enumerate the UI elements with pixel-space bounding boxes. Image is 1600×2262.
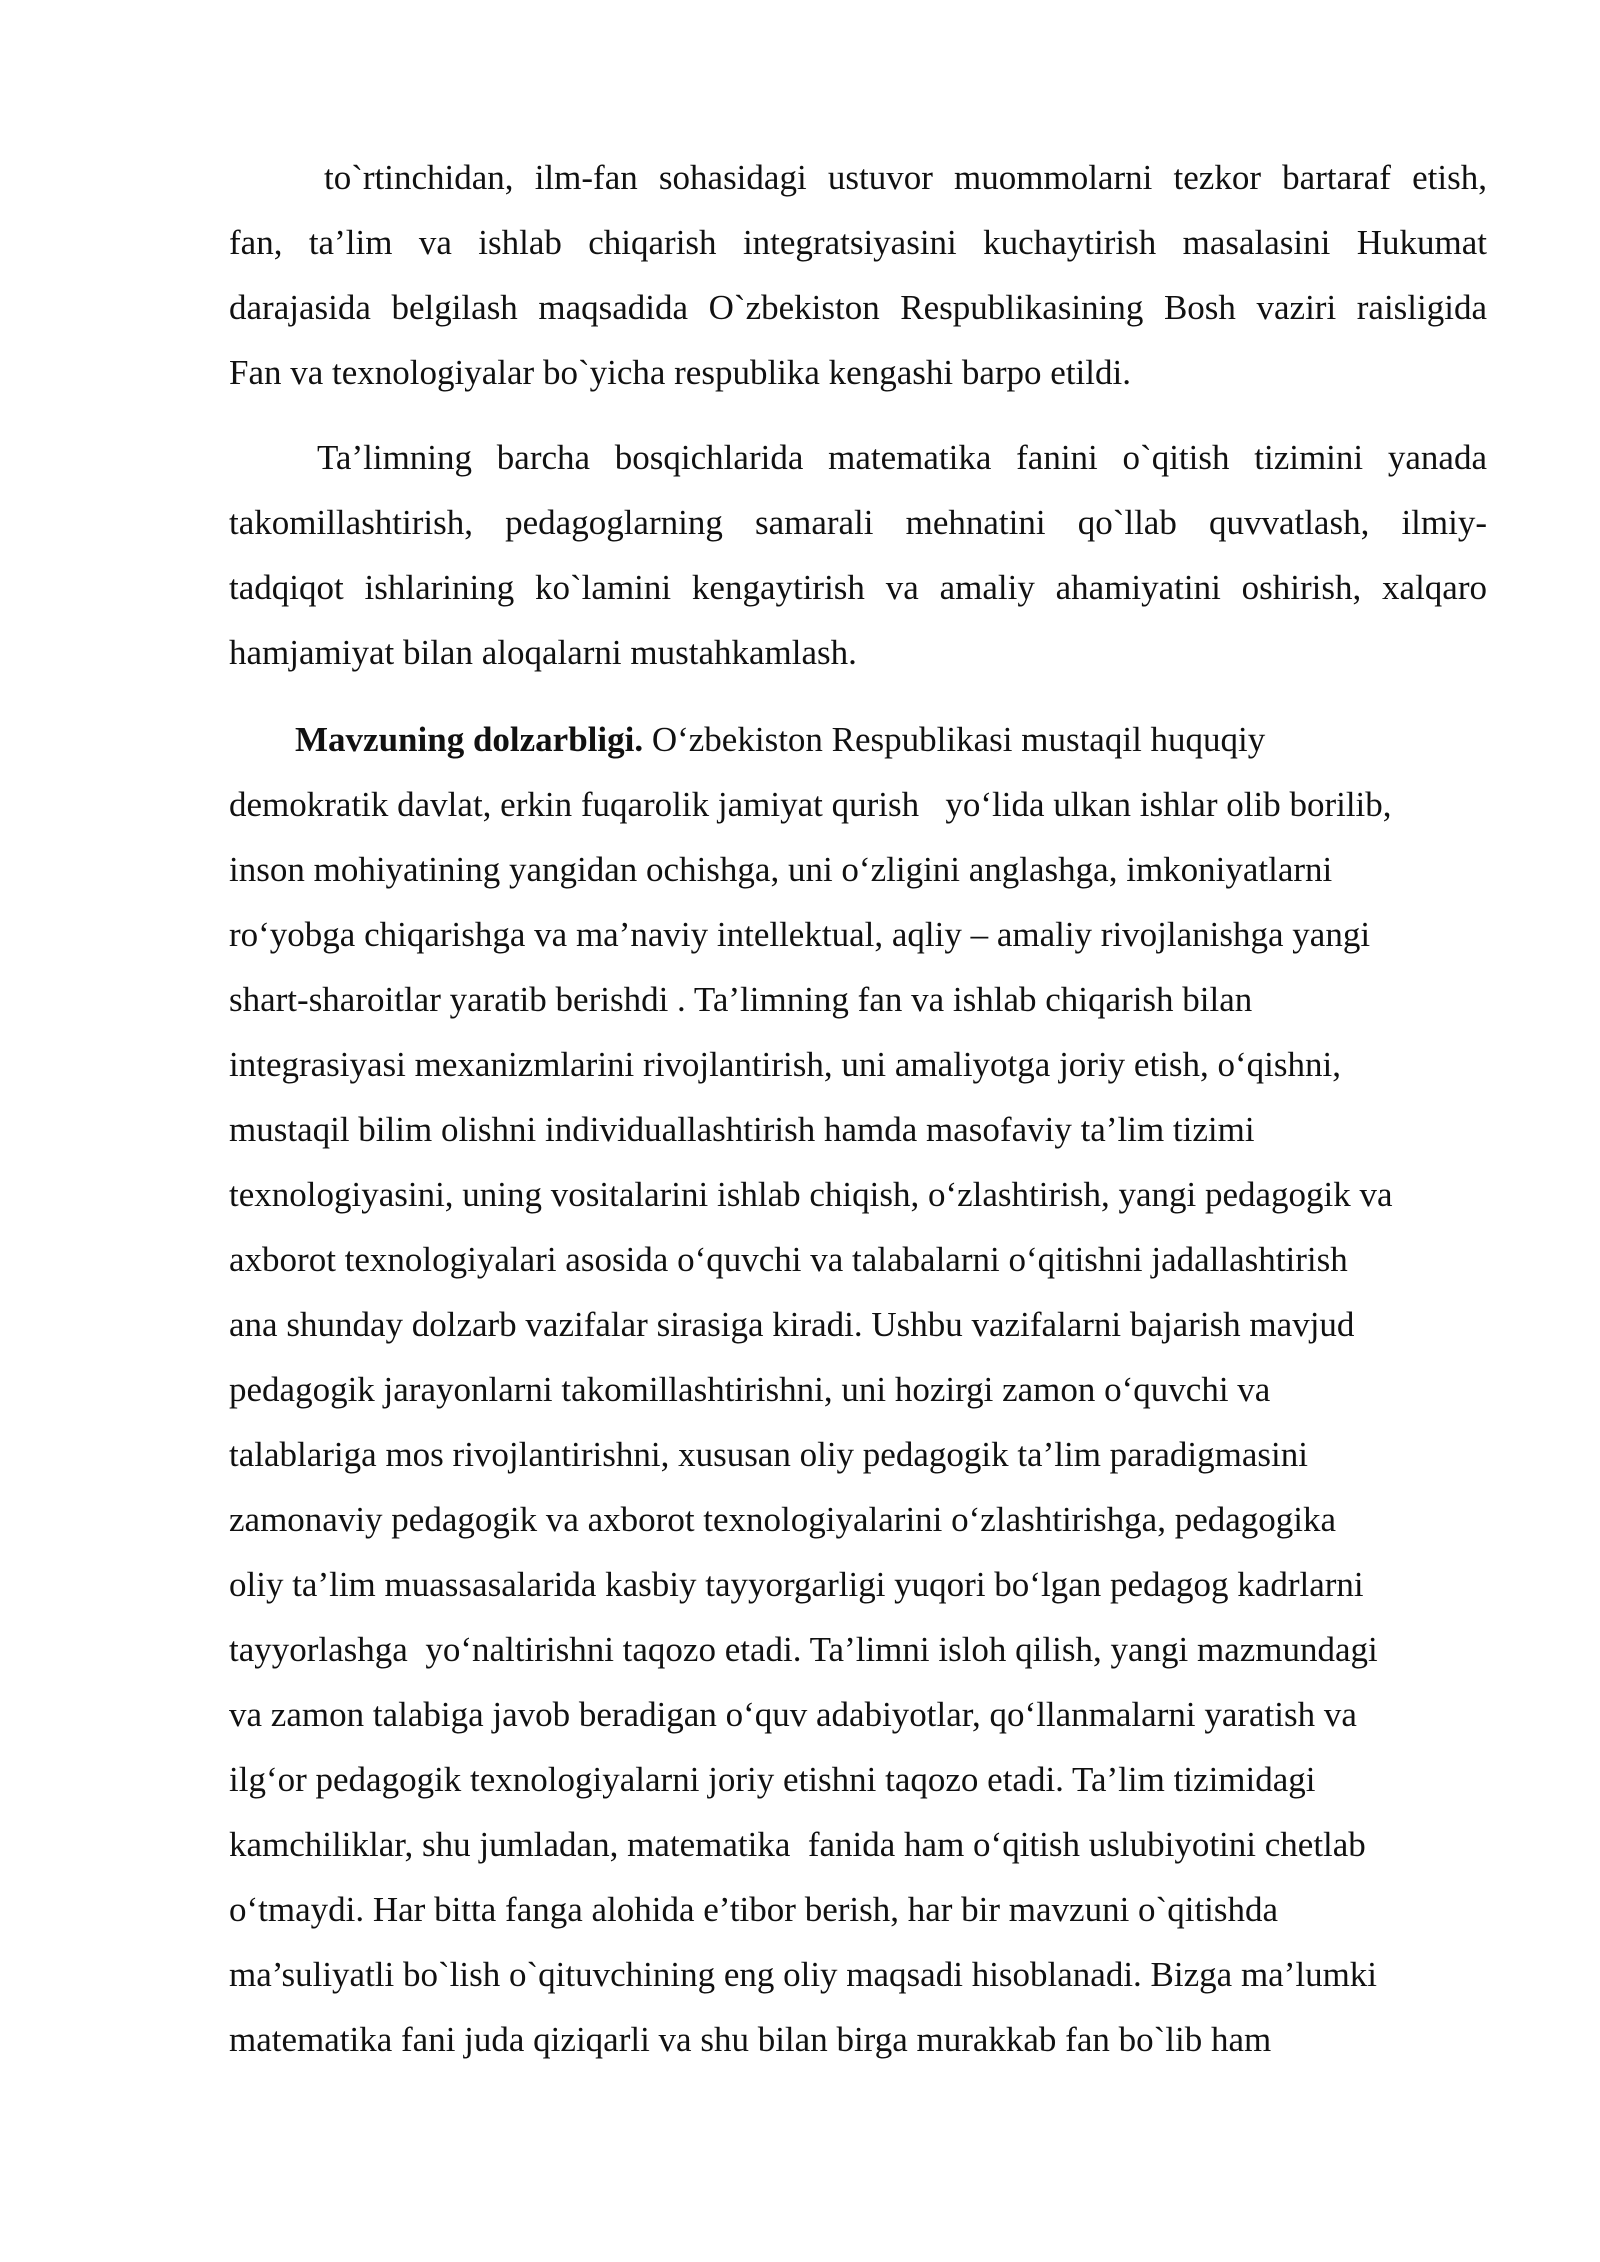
paragraph-line: hamjamiyat bilan aloqalarni mustahkamlash.	[229, 633, 857, 672]
paragraph-science-council	[229, 145, 1487, 405]
paragraph-line: ro‘yobga chiqarishga va ma’naviy intellektual, aqliy – amaliy rivojlanishga yangi	[229, 915, 1371, 954]
paragraph-line: texnologiyasini, uning vositalarini ishlab chiqish, o‘zlashtirish, yangi pedagogik va	[229, 1175, 1393, 1214]
paragraph-line: va zamon talabiga javob beradigan o‘quv adabiyotlar, qo‘llanmalarni yaratish va	[229, 1695, 1357, 1734]
paragraph-line: integrasiyasi mexanizmlarini rivojlantirish, uni amaliyotga joriy etish, o‘qishni,	[229, 1045, 1342, 1084]
paragraph-line: kamchiliklar, shu jumladan, matematika fanida ham o‘qitish uslubiyotini chetlab	[229, 1825, 1366, 1864]
paragraph-line: matematika fani juda qiziqarli va shu bilan birga murakkab fan bo`lib ham	[229, 2020, 1272, 2059]
paragraph-line: Fan va texnologiyalar bo`yicha respublika kengashi barpo etildi.	[229, 353, 1131, 392]
paragraph-line: Ta’limning barcha bosqichlarida matematika fanini o`qitish tizimini yanada	[317, 438, 1487, 477]
paragraph-line-rest: O‘zbekiston Respublikasi mustaqil huquqiy	[643, 720, 1266, 759]
paragraph-line: zamonaviy pedagogik va axborot texnologiyalarini o‘zlashtirishga, pedagogika	[229, 1500, 1337, 1539]
paragraph-line: ilg‘or pedagogik texnologiyalarni joriy etishni taqozo etadi. Ta’lim tizimidagi	[229, 1760, 1316, 1799]
paragraph-line: o‘tmaydi. Har bitta fanga alohida e’tibor berish, har bir mavzuni o`qitishda	[229, 1890, 1279, 1929]
paragraph-line: to`rtinchidan, ilm-fan sohasidagi ustuvor muommolarni tezkor bartaraf etish,	[324, 158, 1487, 197]
paragraph-line: shart-sharoitlar yaratib berishdi . Ta’limning fan va ishlab chiqarish bilan	[229, 980, 1253, 1019]
paragraph-math-teaching	[229, 425, 1487, 685]
paragraph-line: pedagogik jarayonlarni takomillashtirishni, uni hozirgi zamon o‘quvchi va	[229, 1370, 1271, 1409]
paragraph-topic-relevance	[229, 707, 1487, 2072]
paragraph-first-line	[229, 707, 1487, 772]
paragraph-line: darajasida belgilash maqsadida O`zbekiston Respublikasining Bosh vaziri raisligida	[229, 288, 1487, 327]
paragraph-line: talablariga mos rivojlantirishni, xususan oliy pedagogik ta’lim paradigmasini	[229, 1435, 1308, 1474]
paragraph-line: inson mohiyatining yangidan ochishga, uni o‘zligini anglashga, imkoniyatlarni	[229, 850, 1333, 889]
paragraph-line: oliy ta’lim muassasalarida kasbiy tayyorgarligi yuqori bo‘lgan pedagog kadrlarni	[229, 1565, 1364, 1604]
section-heading: Mavzuning dolzarbligi.	[295, 720, 644, 759]
paragraph-line: tayyorlashga yo‘naltirishni taqozo etadi. Ta’limni isloh qilish, yangi mazmundagi	[229, 1630, 1378, 1669]
paragraph-line: tadqiqot ishlarining ko`lamini kengaytirish va amaliy ahamiyatini oshirish, xalqaro	[229, 568, 1487, 607]
paragraph-line: fan, ta’lim va ishlab chiqarish integratsiyasini kuchaytirish masalasini Hukumat	[229, 223, 1487, 262]
paragraph-line: mustaqil bilim olishni individuallashtirish hamda masofaviy ta’lim tizimi	[229, 1110, 1255, 1149]
paragraph-line: takomillashtirish, pedagoglarning samarali mehnatini qo`llab quvvatlash, ilmiy-	[229, 503, 1487, 542]
paragraph-line: ma’suliyatli bo`lish o`qituvchining eng oliy maqsadi hisoblanadi. Bizga ma’lumki	[229, 1955, 1378, 1994]
paragraph-line: ana shunday dolzarb vazifalar sirasiga kiradi. Ushbu vazifalarni bajarish mavjud	[229, 1305, 1355, 1344]
paragraph-line: demokratik davlat, erkin fuqarolik jamiyat qurish yo‘lida ulkan ishlar olib borilib,	[229, 785, 1392, 824]
paragraph-line: axborot texnologiyalari asosida o‘quvchi va talabalarni o‘qitishni jadallashtirish	[229, 1240, 1348, 1279]
